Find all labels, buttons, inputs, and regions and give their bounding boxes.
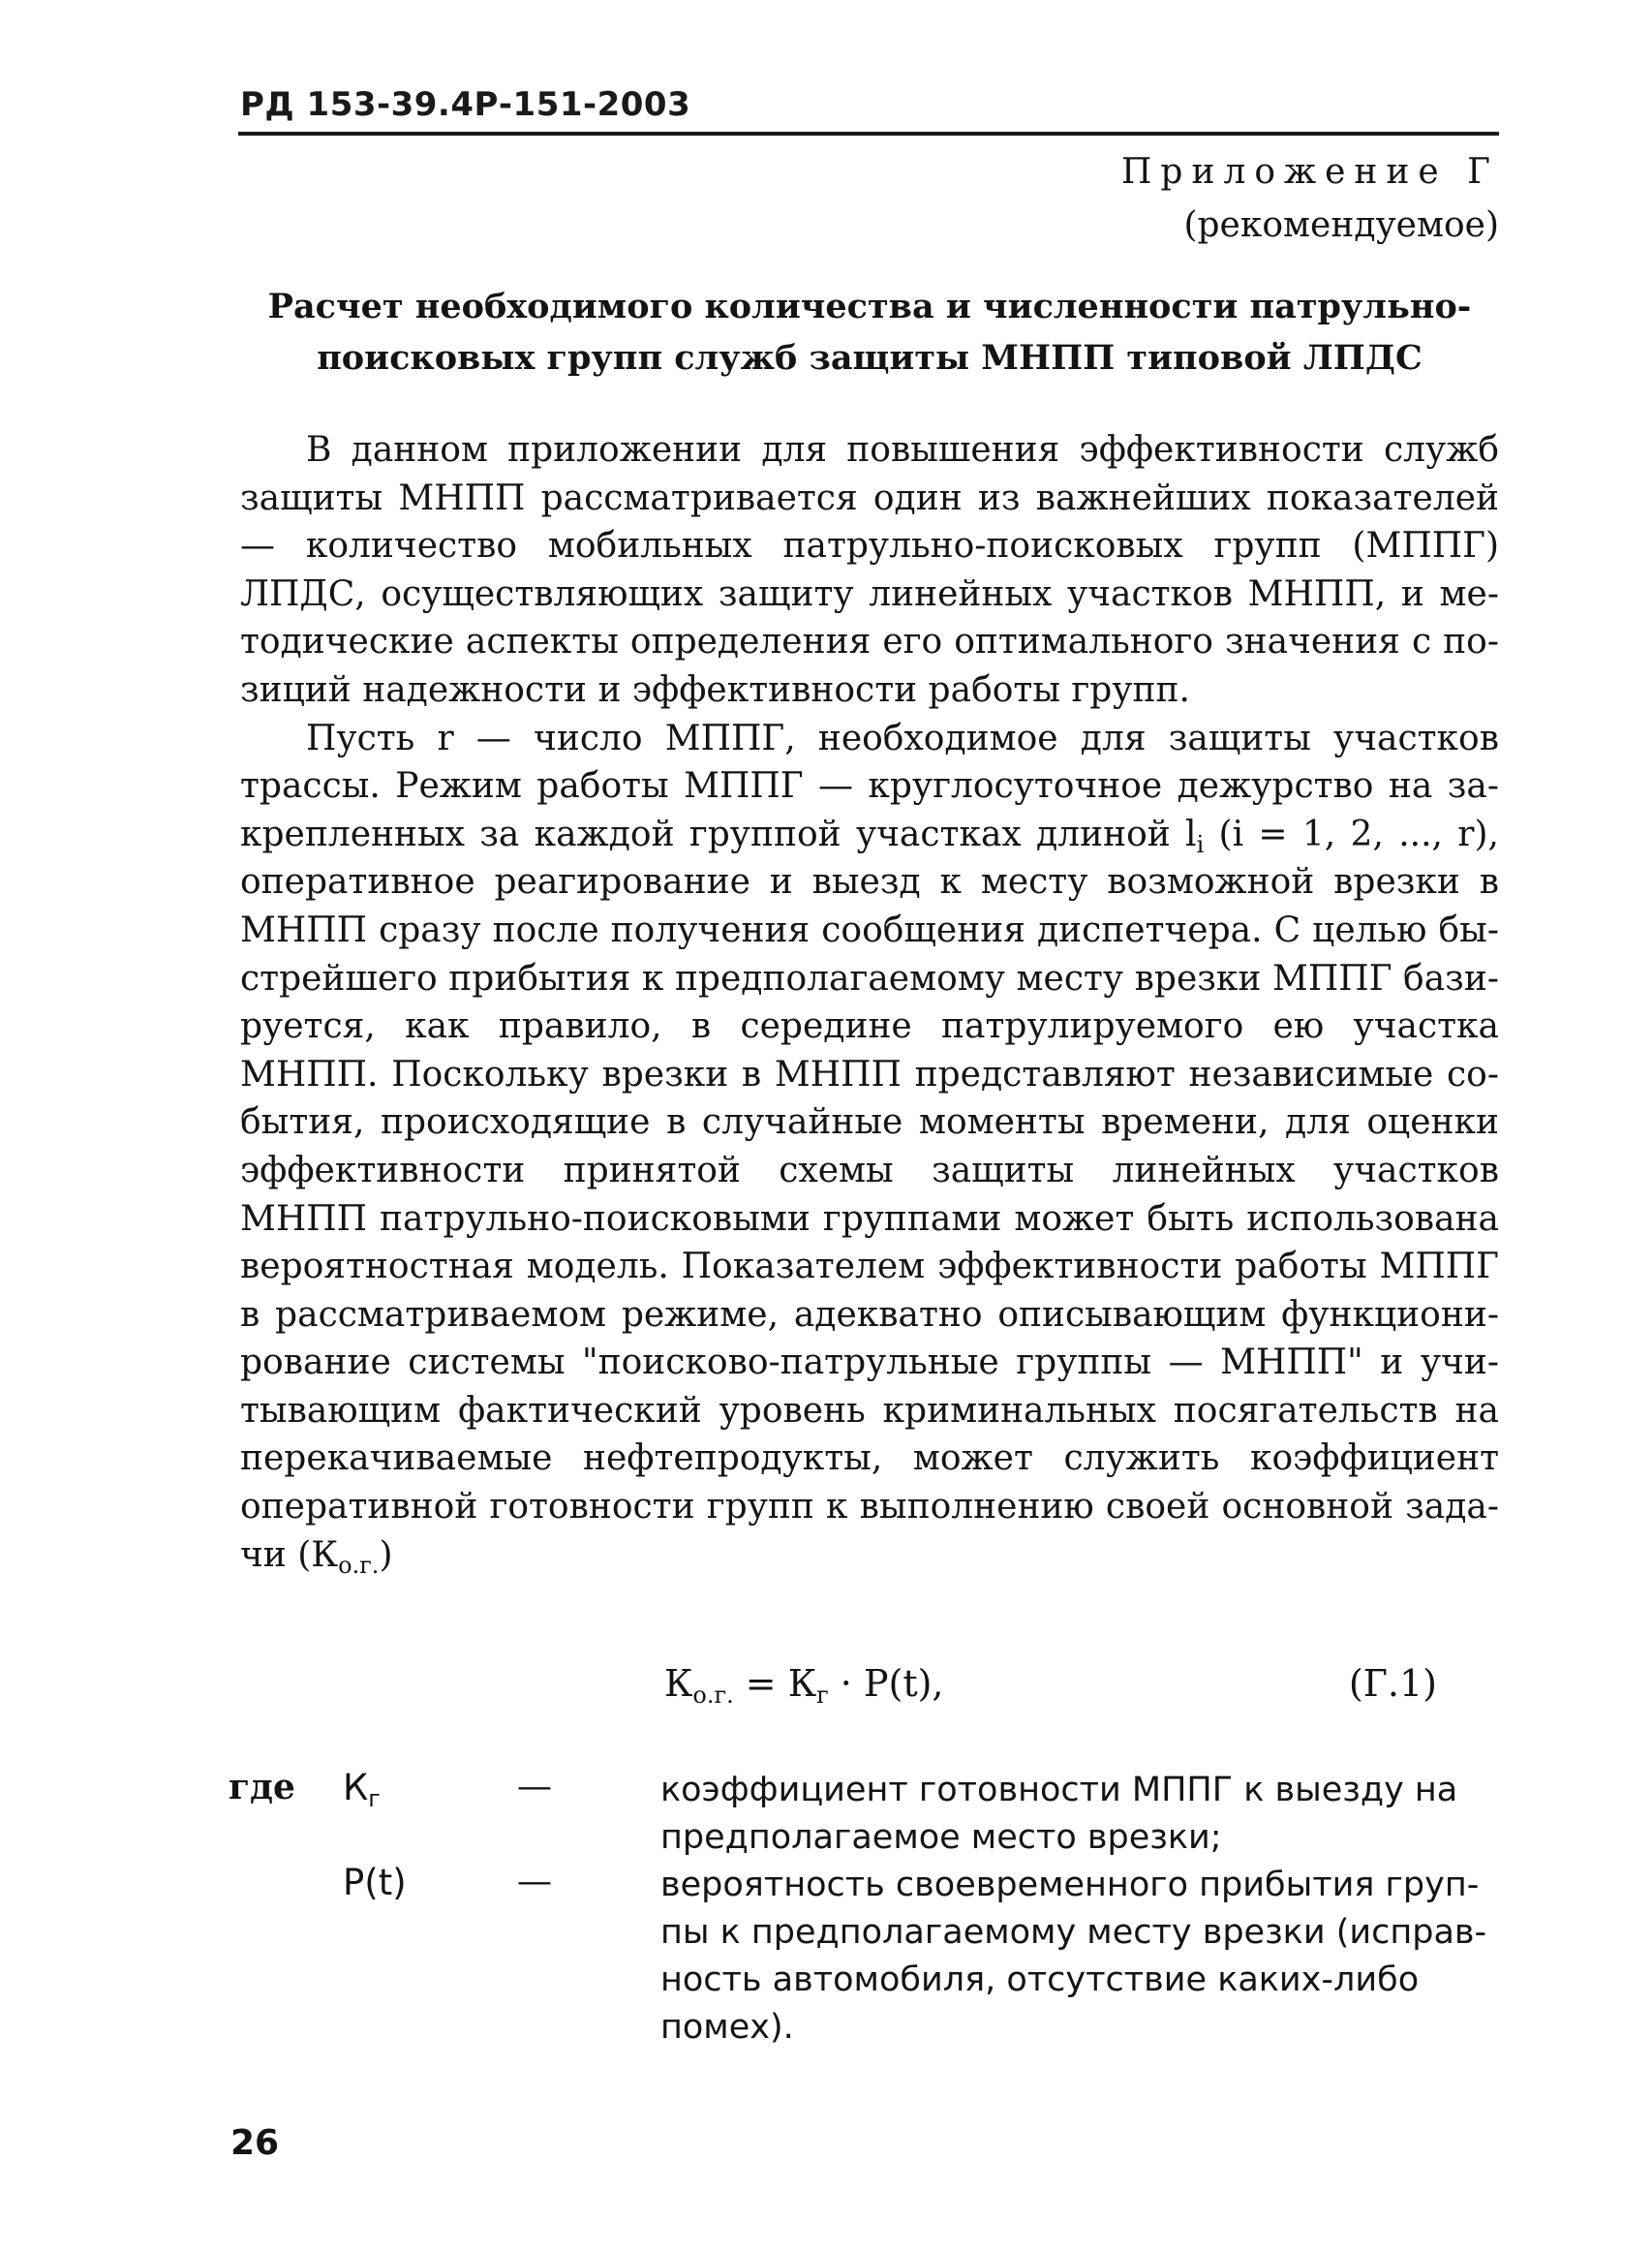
paragraph-2-part-c: ) bbox=[379, 1534, 393, 1575]
definition-symbol bbox=[343, 1862, 407, 1903]
appendix-status: (рекомендуемое) bbox=[1183, 205, 1499, 245]
definition-symbol-base: P(t) bbox=[343, 1862, 407, 1903]
definition-dash: — bbox=[517, 1862, 552, 1901]
paragraph-1: В данном приложении для повышения эффективности служб защиты МНПП рассматривается один из важнейших показателей — количество мобильных патрульно-поисковых групп (МППГ) ЛПДС, осуществляющих защиту линейных участков МНПП, и методические аспекты определения его оптимального значения с позиций надежности и эффективности работы групп. bbox=[240, 430, 1499, 710]
section-title-line-1: Расчет необходимого количества и численности патрульно- bbox=[267, 287, 1472, 326]
definition-text: вероятность своевременного прибытия группы к предполагаемому месту врезки (исправность автомобиля, отсутствие каких-либо помех). bbox=[660, 1866, 1487, 2047]
page-number: 26 bbox=[230, 2123, 280, 2163]
formula-k-og-subscript: о.г. bbox=[692, 1682, 734, 1709]
appendix-heading bbox=[1121, 145, 1499, 252]
formula-rest: · P(t), bbox=[828, 1662, 944, 1705]
definition-dash: — bbox=[517, 1767, 552, 1806]
section-title bbox=[242, 281, 1497, 384]
document-code: РД 153-39.4Р-151-2003 bbox=[240, 85, 691, 124]
paragraph-2-part-a: Пусть r — число МППГ, необходимое для защиты участков трассы. Режим работы МППГ — круглосуточное дежурство на закрепленных за каждой группой участках длиной l bbox=[240, 718, 1499, 854]
paragraph-2 bbox=[240, 715, 1499, 1580]
definition-symbol-subscript: г bbox=[368, 1785, 381, 1812]
section-title-line-2: поисковых групп служб защиты МНПП типовой ЛПДС bbox=[317, 338, 1423, 378]
paragraph-2-subscript-og: о.г. bbox=[338, 1551, 380, 1579]
definition-symbol bbox=[343, 1767, 381, 1812]
appendix-label: Приложение Г bbox=[1121, 152, 1499, 192]
body-text bbox=[240, 426, 1499, 1579]
paragraph-2-part-b: (i = 1, 2, ..., r), оперативное реагирование и выезд к месту возможной врезки в МНПП сразу после получения сообщения диспетчера. С целью быстрейшего прибытия к предполагаемому месту врезки МППГ базируется, как правило, в середине патрулируемого ею участка МНПП. Поскольку врезки в МНПП представляют независимые события, происходящие в случайные моменты времени, для оценки эффективности принятой схемы защиты линейных участков МНПП патрульно-поисковыми группами может быть использована вероятностная модель. Показателем эффективности работы МППГ в рассматриваемом режиме, адекватно описывающим функционирование системы "поисково-патрульные группы — МНПП" и учитывающим фактический уровень криминальных посягательств на перекачиваемые нефтепродукты, может служить коэффициент оперативной готовности групп к выполнению своей основной задачи (К bbox=[240, 814, 1499, 1575]
formula-g1 bbox=[664, 1662, 944, 1709]
definition-text: коэффициент готовности МППГ к выезду на предполагаемое место врезки; bbox=[660, 1771, 1458, 1857]
paragraph-2-subscript-i: i bbox=[1196, 830, 1205, 858]
definition-symbol-base: К bbox=[343, 1767, 369, 1808]
formula-equals-k-g: = К bbox=[733, 1662, 817, 1705]
formula-number: (Г.1) bbox=[1348, 1662, 1437, 1705]
formula-k-g-subscript: г bbox=[816, 1682, 829, 1709]
header-rule bbox=[238, 132, 1499, 136]
where-word: где bbox=[229, 1767, 295, 1807]
formula-k-og: К bbox=[664, 1662, 693, 1705]
